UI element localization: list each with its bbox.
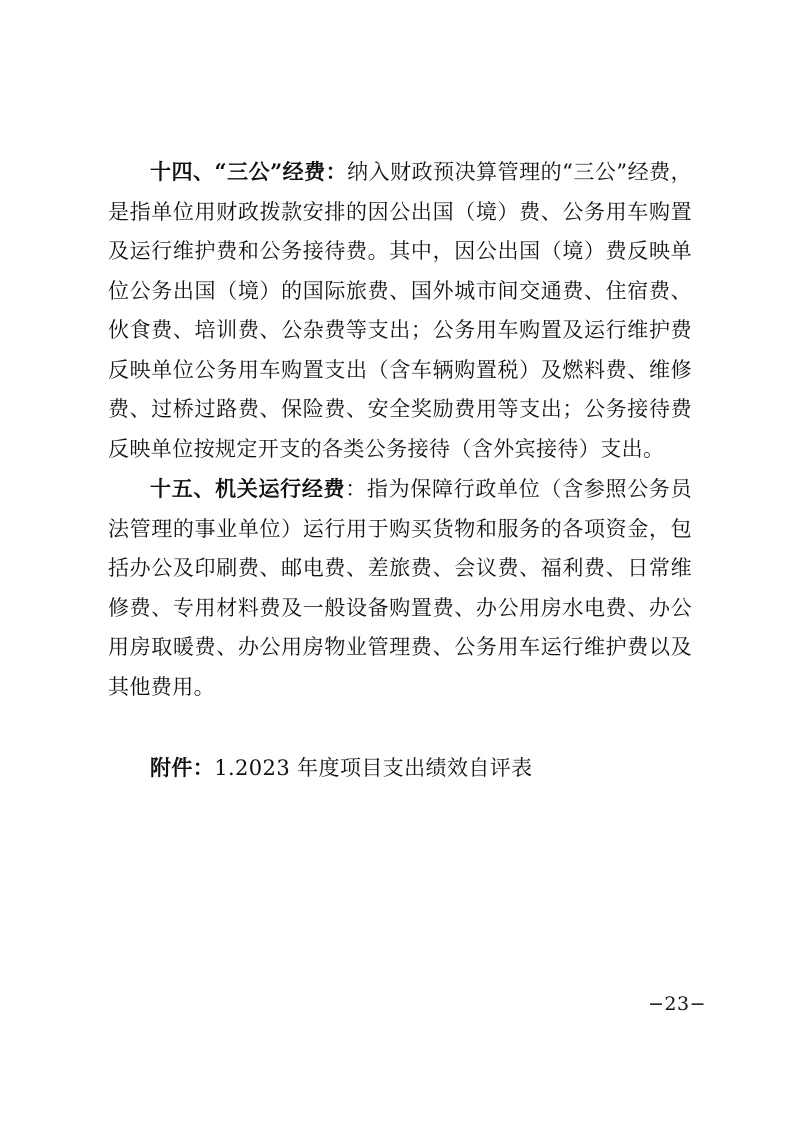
attachment-line <box>150 752 533 784</box>
paragraph-section-15 <box>108 469 692 707</box>
attachment-text: 1.2023 年度项目支出绩效自评表 <box>214 756 533 780</box>
section-15-text: ：指为保障行政单位（含参照公务员法管理的事业单位）运行用于购买货物和服务的各项资金，包括办公及印刷费、邮电费、差旅费、会议费、福利费、日常维修费、专用材料费及一般设备购置费、办公用房水电费、办公用房取暖费、办公用房物业管理费、公务用车运行维护费以及其他费用。 <box>108 477 692 699</box>
page-number: −23− <box>648 993 707 1015</box>
section-14-text: 纳入财政预决算管理的“三公”经费，是指单位用财政拨款安排的因公出国（境）费、公务用车购置及运行维护费和公务接待费。其中，因公出国（境）费反映单位公务出国（境）的国际旅费、国外城市间交通费、住宿费、伙食费、培训费、公杂费等支出；公务用车购置及运行维护费反映单位公务用车购置支出（含车辆购置税）及燃料费、维修费、过桥过路费、保险费、安全奖励费用等支出；公务接待费反映单位按规定开支的各类公务接待（含外宾接待）支出。 <box>108 160 692 461</box>
attachment-label: 附件： <box>150 755 215 780</box>
section-14-heading: 十四、“三公”经费： <box>150 159 348 184</box>
paragraph-section-14 <box>108 152 692 469</box>
section-15-heading: 十五、机关运行经费 <box>150 476 346 501</box>
document-body <box>108 152 692 707</box>
